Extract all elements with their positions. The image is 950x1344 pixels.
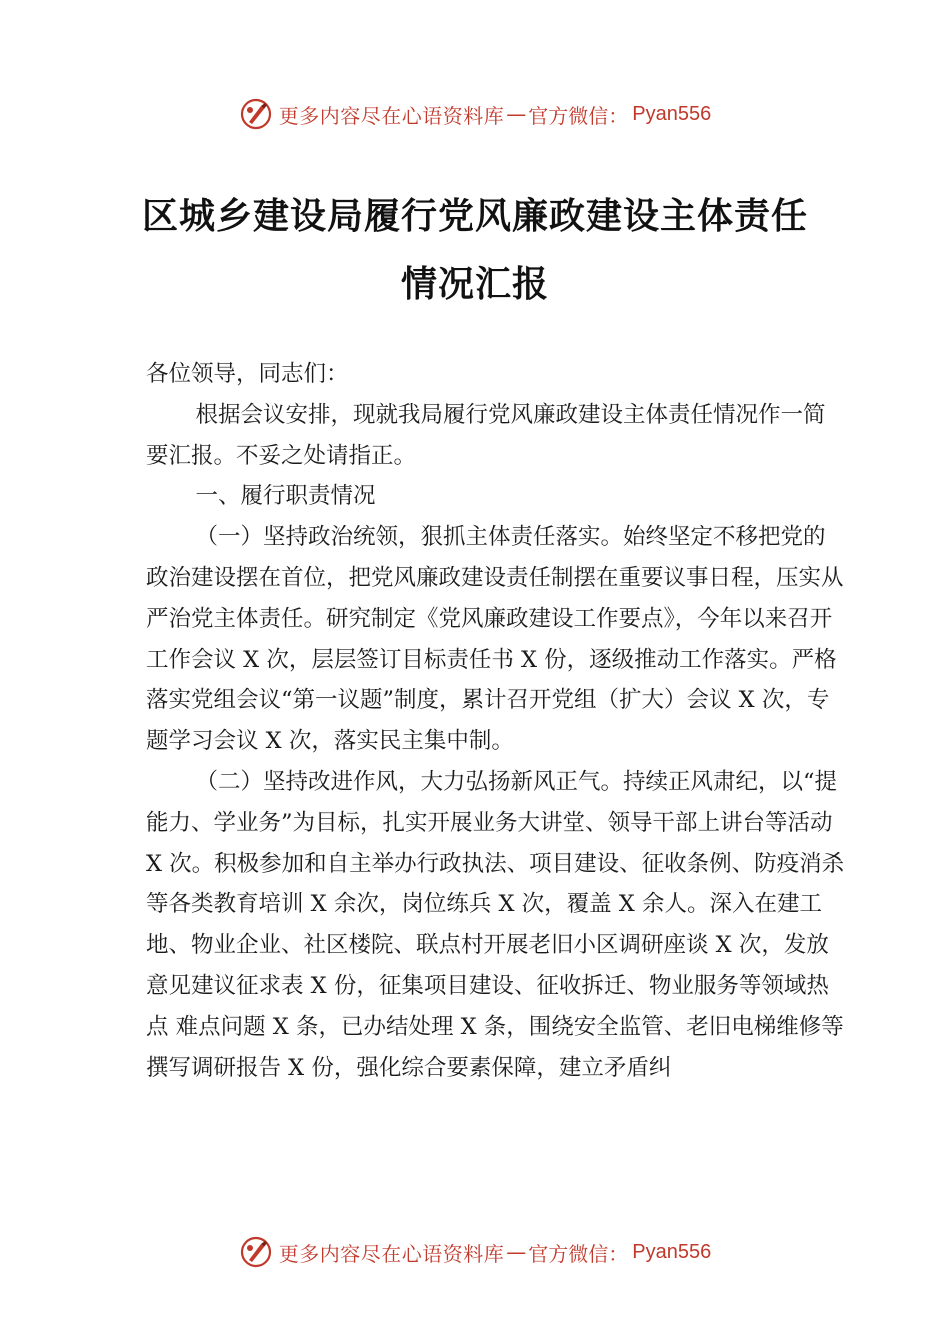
header-banner — [0, 94, 950, 134]
pen-logo-icon — [239, 1235, 273, 1269]
footer-banner-separator: — — [506, 1240, 527, 1264]
document-title-line2: 情况汇报 — [400, 263, 549, 305]
document-body — [146, 354, 846, 1088]
banner-text: 更多内容尽在心语资料库 — [278, 103, 505, 128]
footer-banner-wechat-id: Pyan556 — [632, 1240, 712, 1263]
footer-banner-text: 更多内容尽在心语资料库 — [278, 1241, 505, 1266]
paragraph-2: （二）坚持改进作风，大力弘扬新风正气。持续正风肃纪，以“提能力、学业务”为目标，扎实开展业务大讲堂、领导干部上讲台等活动 X 次。积极参加和自主举办行政执法、项目建设、征收条例、防疫消杀等各类教育培训 X 余次，岗位练兵 X 次，覆盖 X 余人。深入在建工地、物业企业、社区楼院、联点村开展老旧小区调研座谈 X 次，发放意见建议征求表 X 份，征集项目建设、征收拆迁、物业服务等领域热点 难点问题 X 条，已办结处理 X 条，围绕安全监管、老旧电梯维修等撰写调研报告 X 份，强化综合要素保障，建立矛盾纠 — [146, 768, 845, 1081]
salutation: 各位领导，同志们： — [146, 361, 349, 387]
footer-banner — [0, 1232, 950, 1272]
banner-wechat-id: Pyan556 — [632, 102, 712, 125]
pen-logo-icon — [239, 97, 273, 131]
section-heading: 一、履行职责情况 — [195, 483, 376, 510]
footer-banner-wechat-label: 官方微信： — [528, 1241, 629, 1266]
paragraph-1: （一）坚持政治统领，狠抓主体责任落实。始终坚定不移把党的政治建设摆在首位，把党风廉政建设责任制摆在重要议事日程，压实从严治党主体责任。研究制定《党风廉政建设工作要点》，今年以来召开工作会议 X 次，层层签订目标责任书 X 份，逐级推动工作落实。严格落实党组会议“第一议题”制度，累计召开党组（扩大）会议 X 次，专题学习会议 X 次，落实民主集中制。 — [146, 524, 844, 755]
intro-paragraph: 根据会议安排，现就我局履行党风廉政建设主体责任情况作一简要汇报。不妥之处请指正。 — [146, 401, 826, 469]
banner-separator: — — [506, 102, 527, 126]
banner-wechat-label: 官方微信： — [528, 103, 629, 128]
document-title-line1: 区城乡建设局履行党风廉政建设主体责任 — [141, 195, 808, 237]
